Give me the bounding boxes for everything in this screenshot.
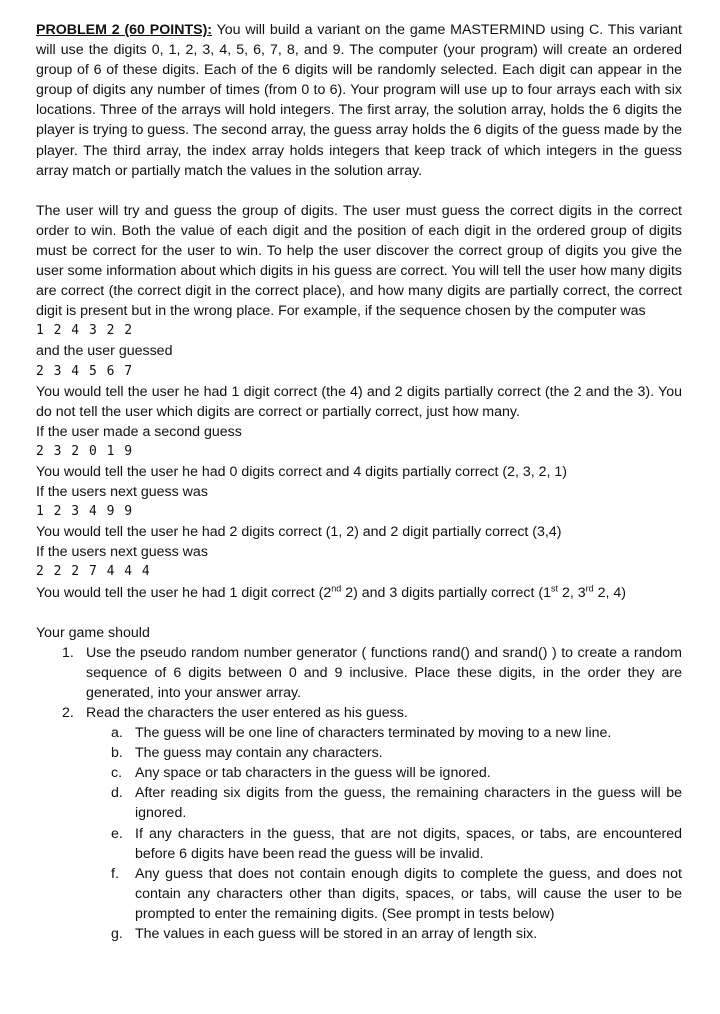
- guess-sequence-3: 1 2 3 4 9 9: [36, 504, 134, 520]
- sublist-item-text: The guess will be one line of characters terminated by moving to a new line.: [135, 725, 612, 742]
- guess-sequence-4: 2 2 2 7 4 4 4: [36, 564, 151, 580]
- sublist-item: [36, 783, 682, 823]
- sublist-item: [36, 763, 682, 783]
- sublist-letter: b.: [111, 745, 123, 762]
- list-item: [36, 643, 682, 703]
- sublist-item-text: Any guess that does not contain enough digits to complete the guess, and does not contain any characters other than digits, spaces, or tabs, will cause the user to be prompted to enter the remaining digits. (See prompt in tests below): [135, 865, 682, 922]
- guess-intro-text: and the user guessed: [36, 343, 173, 360]
- paragraph-gap: [36, 181, 682, 201]
- document-page: [36, 20, 682, 944]
- second-guess-text: If the user made a second guess: [36, 423, 242, 440]
- next-guess-text-b: If the users next guess was: [36, 544, 208, 561]
- sublist-item-text: If any characters in the guess, that are not digits, spaces, or tabs, are encountered before 6 digits have been read the guess will be invalid.: [135, 825, 682, 862]
- solution-sequence: 1 2 4 3 2 2: [36, 323, 134, 339]
- guess-rules-sublist: [36, 723, 682, 944]
- sublist-item: [36, 864, 682, 924]
- sublist-item: [36, 743, 682, 763]
- sublist-item: [36, 723, 682, 743]
- problem-title: PROBLEM 2 (60 POINTS):: [36, 22, 213, 38]
- list-number: 2.: [62, 705, 74, 721]
- problem-paragraph: [36, 20, 682, 181]
- sublist-letter: e.: [111, 825, 123, 842]
- result-text-4: [36, 583, 682, 603]
- sublist-item: [36, 824, 682, 864]
- list-item-text: Read the characters the user entered as his guess.: [86, 705, 408, 721]
- result4-sup3: rd: [585, 582, 594, 593]
- result4-part4: 2, 4): [593, 584, 626, 601]
- sublist-item-text: The values in each guess will be stored in an array of length six.: [135, 926, 538, 943]
- next-guess-text-a: If the users next guess was: [36, 484, 208, 501]
- sublist-item-text: The guess may contain any characters.: [135, 745, 383, 762]
- result-text-3: You would tell the user he had 2 digits correct (1, 2) and 2 digit partially correct (3,4): [36, 524, 562, 541]
- guess-sequence-2: 2 3 2 0 1 9: [36, 443, 134, 459]
- problem-intro: You will build a variant on the game MASTERMIND using C. This variant will use the digits 0, 1, 2, 3, 4, 5, 6, 7, 8, and 9. The computer (your program) will create an ordered group of 6 of these digits. Each of the 6 digits will be randomly selected. Each digit can appear in the group of digits any number of times (from 0 to 6). Your program will use up to four arrays each with six locations. Three of the arrays will hold integers. The first array, the solution array, holds the 6 digits the player is trying to guess. The second array, the guess array holds the 6 digits of the guess made by the player. The third array, the index array holds integers that keep track of which integers in the guess array match or partially match the values in the solution array.: [36, 22, 682, 179]
- result-text-2: You would tell the user he had 0 digits correct and 4 digits partially correct (2, 3, 2, 1): [36, 463, 568, 480]
- paragraph-gap: [36, 603, 682, 623]
- sublist-letter: d.: [111, 785, 123, 802]
- result4-part3: 2, 3: [558, 584, 586, 601]
- result4-part1: You would tell the user he had 1 digit correct (2: [36, 584, 332, 601]
- result4-sup2: st: [551, 582, 559, 593]
- sublist-letter: c.: [111, 765, 123, 782]
- sublist-letter: a.: [111, 725, 123, 742]
- list-item: [36, 703, 682, 723]
- list-number: 1.: [62, 644, 74, 661]
- sublist-item: [36, 924, 682, 944]
- rules-paragraph: The user will try and guess the group of digits. The user must guess the correct digits in the correct order to win. Both the value of each digit and the position of each digit in the ordered group of digits must be correct for the user to win. To help the user discover the correct group of digits you give the user some information about which digits in his guess are correct. You will tell the user how many digits are correct (the correct digit in the correct place), and how many digits are partially correct, the correct digit is present but in the wrong place. For example, if the sequence chosen by the computer was: [36, 202, 682, 320]
- result4-sup1: nd: [331, 582, 342, 593]
- sublist-letter: f.: [111, 865, 119, 882]
- result-text-1: You would tell the user he had 1 digit correct (the 4) and 2 digits partially correct (the 2 and the 3). You do not tell the user which digits are correct or partially correct, just how many.: [36, 383, 682, 420]
- guess-sequence-1: 2 3 4 5 6 7: [36, 363, 134, 379]
- sublist-letter: g.: [111, 926, 123, 943]
- requirements-list: [36, 643, 682, 723]
- result4-part2: 2) and 3 digits partially correct (1: [341, 584, 552, 601]
- list-item-text: Use the pseudo random number generator ( functions rand() and srand() ) to create a random sequence of 6 digits between 0 and 9 inclusive. Place these digits, in the order they are generated, into your answer array.: [86, 644, 682, 701]
- sublist-item-text: Any space or tab characters in the guess will be ignored.: [135, 765, 491, 782]
- sublist-item-text: After reading six digits from the guess, the remaining characters in the guess will be ignored.: [135, 785, 682, 822]
- requirements-heading: Your game should: [36, 624, 150, 641]
